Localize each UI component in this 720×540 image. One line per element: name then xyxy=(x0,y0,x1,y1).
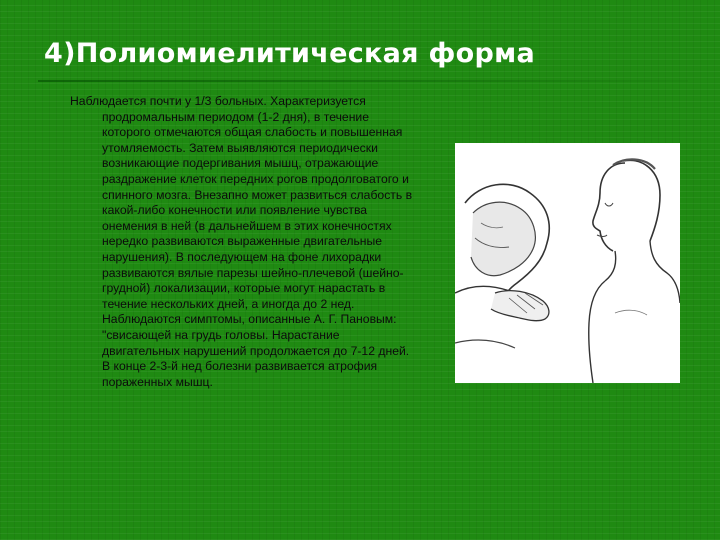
slide-title: 4)Полиомиелитическая форма xyxy=(44,38,535,69)
patient-illustration xyxy=(455,143,680,383)
body-paragraph: Наблюдается почти у 1/3 больных. Характеризуется продромальным периодом (1-2 дня), в течение которого отмечаются общая слабость и повышенная утомляемость. Затем выявляются периодически возникающие подергивания мышц, отражающие раздражение клеток передних рогов продолговатого и спинного мозга. Внезапно может развиться слабость в какой-либо конечности или появление чувства онемения в ней (в дальнейшем в этих конечностях нередко развиваются выраженные двигательные нарушения). В последующем на фоне лихорадки развиваются вялые парезы шейно-плечевой (шейно-грудной) локализации, которые могут нарастать в течение нескольких дней, а иногда до 2 нед. Наблюдаются симптомы, описанные А. Г. Пановым: "свисающей на грудь головы. Нарастание двигательных нарушений продолжается до 7-12 дней. В конце 2-3-й нед болезни развивается атрофия пораженных мышц. xyxy=(70,94,413,389)
title-divider xyxy=(38,80,688,82)
illustration-panel xyxy=(455,143,680,383)
body-text-block xyxy=(70,94,415,390)
